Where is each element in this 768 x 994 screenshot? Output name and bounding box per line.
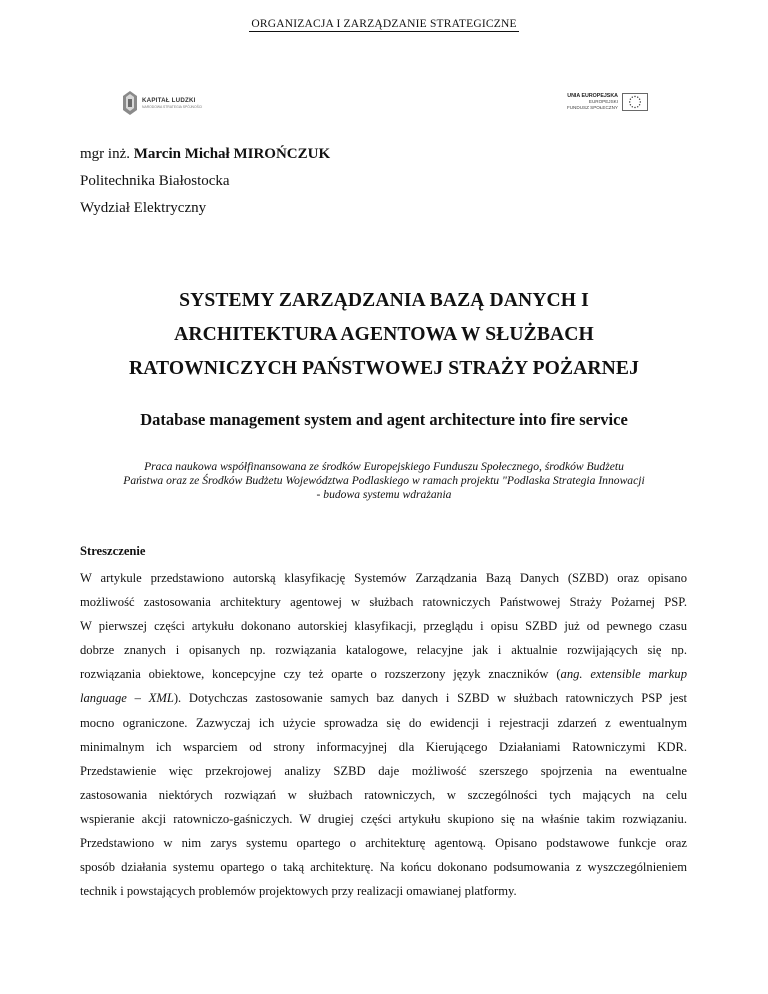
author-block (80, 145, 330, 226)
author-line (80, 145, 330, 172)
abstract-line: mocno ograniczone. Zazwyczaj ich użycie sprowadza się do ewidencji i rejestracji zdarzeń z ewentualnym (80, 715, 687, 730)
abstract-line-with-term (80, 662, 687, 686)
abstract-line: W pierwszej części artykułu dokonano autorskiej klasyfikacji, przeglądu i opisu SZBD już od pewnego czasu (80, 619, 687, 634)
abstract-text: rozwiązania obiektowe, koncepcyjne czy też oparte o rozszerzony język znaczników ( (80, 667, 561, 682)
running-header-text: ORGANIZACJA I ZARZĄDZANIE STRATEGICZNE (251, 18, 517, 30)
italic-term: language – XML (80, 691, 174, 706)
abstract-line: Przedstawienie więc przekrojowej analizy SZBD daje możliwość szerszego spojrzenia na ewentualne (80, 763, 687, 778)
title-line-2: ARCHITEKTURA AGENTOWA W SŁUŻBACH (174, 324, 594, 345)
title-line-1: SYSTEMY ZARZĄDZANIA BAZĄ DANYCH I (179, 290, 589, 311)
abstract-line: technik i powstających problemów projektowych przy realizacji omawianej platformy. (80, 884, 517, 899)
eu-logo (552, 87, 652, 117)
author-institution: Politechnika Białostocka (80, 173, 230, 189)
eu-sublabel-1: EUROPEJSKI (588, 99, 618, 105)
abstract-line: W artykule przedstawiono autorską klasyfikację Systemów Zarządzania Bazą Danych (SZBD) oraz opisano (80, 571, 687, 585)
abstract-text: ). Dotychczas zastosowanie samych baz danych i SZBD w służbach ratowniczych PSP jest (173, 691, 687, 706)
title-line-3: RATOWNICZYCH PAŃSTWOWEJ STRAŻY POŻARNEJ (129, 358, 639, 379)
kapital-ludzki-label: KAPITAŁ LUDZKI (142, 97, 196, 104)
funding-line-3: - budowa systemu wdrażania (316, 487, 452, 501)
abstract-line: zastosowania niektórych rozwiązań w służbach ratowniczych, w szczególności tych mających na celu (80, 787, 687, 802)
kapital-ludzki-logo (122, 86, 206, 120)
kapital-ludzki-sublabel: NARODOWA STRATEGIA SPÓJNOŚCI (142, 105, 203, 109)
abstract-line: możliwość zastosowania architektury agentowej w służbach ratowniczych Państwowej Straży Pożarnej PSP. (80, 595, 687, 610)
funding-note (80, 460, 688, 501)
abstract-line: sposób działania systemu opartego o taką architekturę. Na końcu dokonano podsumowania z wyszczególnieniem (80, 860, 687, 875)
english-title: Database management system and agent architecture into fire service (140, 410, 628, 429)
eu-label: UNIA EUROPEJSKA (567, 93, 618, 100)
eu-sublabel-2: FUNDUSZ SPOŁECZNY (566, 105, 618, 110)
abstract-body (80, 566, 687, 903)
running-header (0, 18, 768, 30)
funding-line-2: Państwa oraz ze Środków Budżetu Województwa Podlaskiego w ramach projektu "Podlaska Strategia Innowacji (123, 473, 645, 487)
funding-line-1: Praca naukowa współfinansowana ze środków Europejskiego Funduszu Społecznego, środków Budżetu (144, 460, 624, 473)
author-prefix: mgr inż. (80, 146, 130, 162)
abstract-line: dobrze znanych i opisanych np. rozwiązania katalogowe, relacyjne jak i aktualnie rozwijających się np. (80, 643, 687, 658)
eu-flag-icon (622, 93, 648, 111)
paper-title (80, 284, 688, 386)
abstract-line: Przedstawiono w nim zarys systemu opartego o architekturę agentową. Opisano podstawowe funkcje oraz (80, 836, 687, 851)
author-name: Marcin Michał MIROŃCZUK (133, 146, 331, 162)
author-faculty: Wydział Elektryczny (80, 200, 207, 216)
abstract-line-with-term (80, 686, 687, 710)
abstract-line: wspieranie akcji ratowniczo-gaśniczych. W drugiej części artykułu skupiono się na właśnie takim rozwiązaniu. (80, 811, 687, 826)
italic-term: ang. extensible markup (560, 667, 687, 682)
abstract-heading: Streszczenie (80, 544, 146, 558)
abstract-line: minimalnym ich wsparciem od strony informacyjnej dla Kierującego Działaniami Ratowniczymi KDR. (80, 739, 687, 754)
kapital-ludzki-emblem-icon (122, 90, 138, 116)
